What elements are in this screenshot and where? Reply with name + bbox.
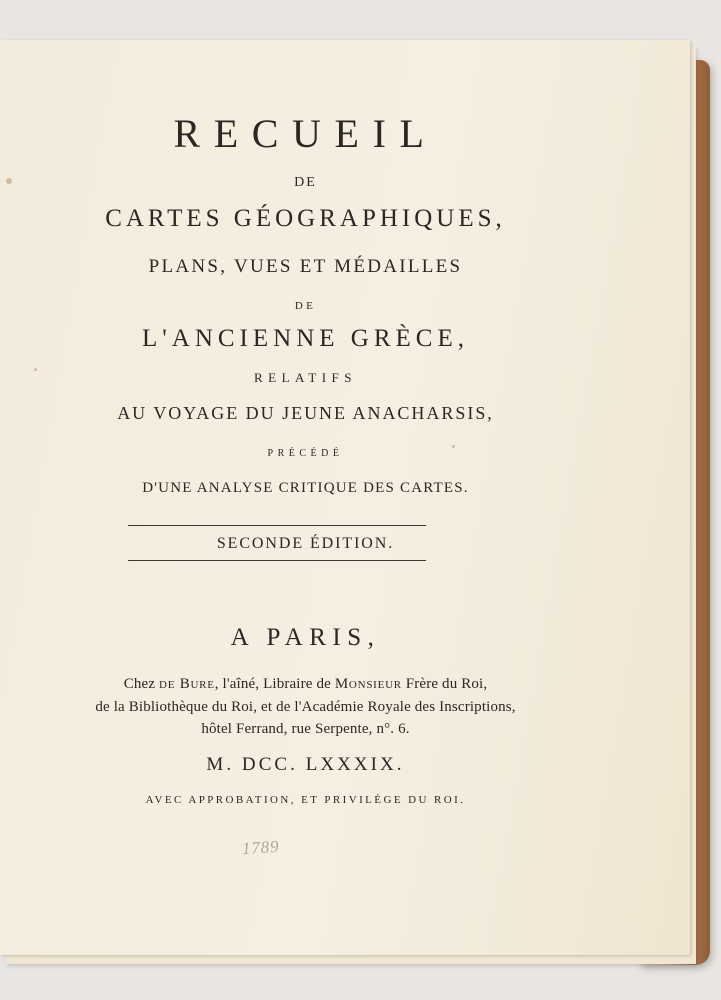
edition-label: SECONDE ÉDITION. xyxy=(216,535,395,552)
title-page xyxy=(0,40,690,955)
publisher-name: de Bure xyxy=(159,676,215,692)
imprint-line-1 xyxy=(0,676,611,693)
imprint-text: Frère du Roi, xyxy=(401,676,488,692)
title-recueil: RECUEIL xyxy=(173,111,438,156)
title-de: DE xyxy=(294,175,317,190)
imprint-date: M. DCC. LXXXIX. xyxy=(206,754,405,775)
imprint-text: Chez xyxy=(123,676,160,692)
imprint-line-2: de la Bibliothèque du Roi, et de l'Académie Royale des Inscriptions, xyxy=(95,699,516,715)
approbation-line: AVEC APPROBATION, ET PRIVILÉGE DU ROI. xyxy=(145,794,466,806)
title-analyse: D'UNE ANALYSE CRITIQUE DES CARTES. xyxy=(142,480,469,496)
title-plans: PLANS, VUES ET MÉDAILLES xyxy=(148,256,463,277)
title-cartes: CARTES GÉOGRAPHIQUES, xyxy=(105,205,506,232)
divider-rule-top xyxy=(128,525,426,526)
divider-rule-bottom xyxy=(128,560,426,561)
patron-name: Monsieur xyxy=(334,676,402,692)
pencil-annotation: 1789 xyxy=(241,836,280,859)
title-voyage: AU VOYAGE DU JEUNE ANACHARSIS, xyxy=(117,403,494,423)
imprint-line-3: hôtel Ferrand, rue Serpente, n°. 6. xyxy=(201,721,410,737)
imprint-text: , l'aîné, Libraire de xyxy=(214,676,335,692)
title-de-2: DE xyxy=(294,300,317,312)
title-grece: L'ANCIENNE GRÈCE, xyxy=(142,325,469,352)
title-relatifs: RELATIFS xyxy=(254,370,357,385)
title-precede: PRÉCÉDÉ xyxy=(267,448,344,459)
imprint-city: A PARIS, xyxy=(230,624,381,651)
